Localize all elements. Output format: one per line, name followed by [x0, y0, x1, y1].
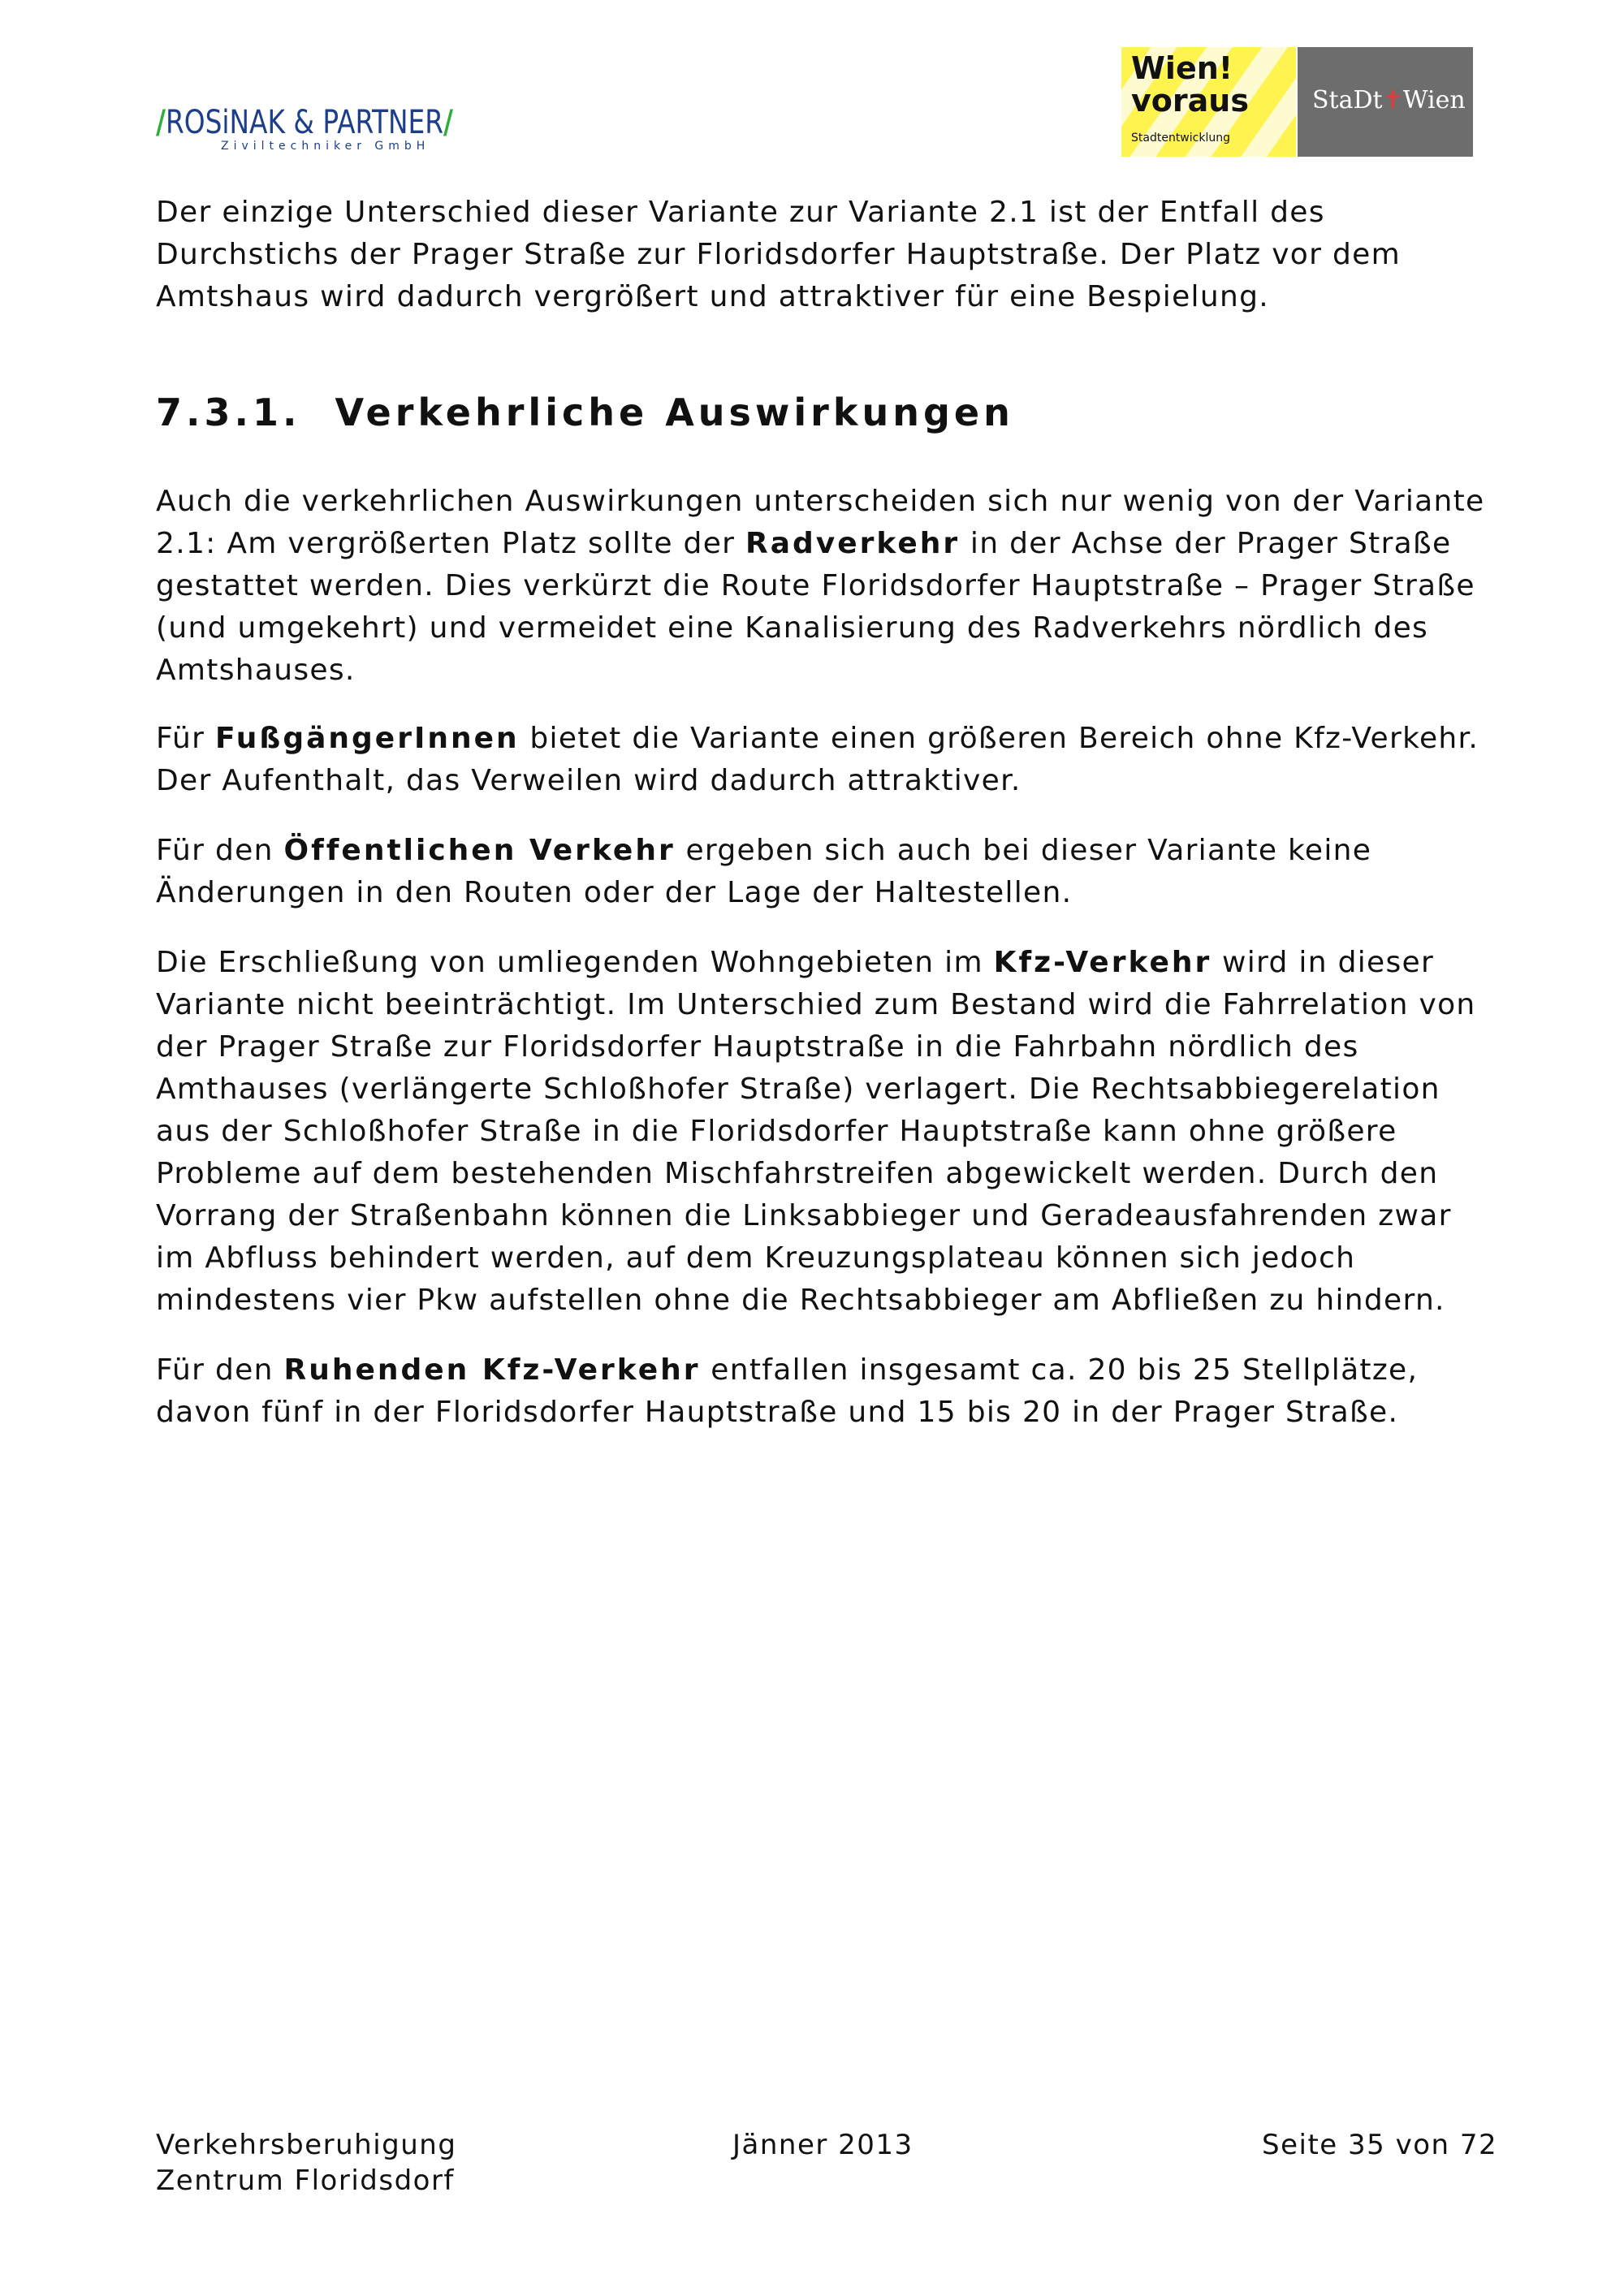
p4-text-a: Die Erschließung von umliegenden Wohngebieten im [156, 946, 994, 979]
paragraph-kfz-verkehr [156, 942, 1488, 1322]
paragraph-oeffentlicher-verkehr [156, 830, 1488, 914]
p2-text-a: Für [156, 722, 215, 755]
footer-date: Jänner 2013 [732, 2129, 914, 2161]
logo-wien-line1: Wien! [1131, 50, 1233, 86]
logo-left-subtitle: Ziviltechniker GmbH [221, 140, 430, 153]
p3-text-c: ergeben sich auch bei dieser Variante keine Änderungen in den Routen oder der Lage der Haltestellen. [156, 834, 1372, 909]
p4-bold: Kfz-Verkehr [993, 946, 1212, 979]
p1-text-a: Auch die verkehrlichen Auswirkungen unterscheiden sich nur wenig von der Variante 2.1: Am vergrößerten Platz sollte der [156, 485, 1485, 560]
p4-text-c: wird in dieser Variante nicht beeinträchtigt. Im Unterschied zum Bestand wird die Fahrrelation von der Prager Straße zur Floridsdorfer Hauptstraße in die Fahrbahn nördlich des Amthauses (verlängerte Schloßhofer Straße) verlagert. Die Rechtsabbiegerelation aus der Schloßhofer Straße in die Floridsdorfer Hauptstraße kann ohne größere Probleme auf dem bestehenden Mischfahrstreifen abgewickelt werden. Durch den Vorrang der Straßenbahn können die Linksabbieger und Geradeausfahrenden zwar im Abfluss behindert werden, auf dem Kreuzungsplateau können sich jedoch mindestens vier Pkw aufstellen ohne die Rechtsabbieger am Abfließen zu hindern. [156, 946, 1476, 1317]
p3-bold: Öffentlichen Verkehr [283, 834, 676, 867]
section-heading: 7.3.1. Verkehrliche Auswirkungen [156, 391, 1014, 434]
p1-bold: Radverkehr [745, 527, 961, 560]
cross-icon: ✝ [1382, 86, 1403, 114]
intro-paragraph [156, 192, 1488, 318]
logo-wien-line2: voraus [1131, 83, 1249, 119]
paragraph-ruhender-verkehr [156, 1349, 1488, 1434]
stadt-wien-logo [1298, 47, 1473, 157]
p5-text-a: Für den [156, 1353, 284, 1387]
p5-text-c: entfallen insgesamt ca. 20 bis 25 Stellplätze, davon fünf in der Floridsdorfer Hauptstraße und 15 bis 20 in der Prager Straße. [156, 1353, 1419, 1429]
logo-left-name: ROSiNAK & PARTNER [165, 104, 444, 141]
paragraph-radverkehr [156, 481, 1488, 692]
logo-stadt-a: StaDt [1312, 86, 1383, 114]
rosinak-partner-logo: /ROSiNAK & PARTNER/ Ziviltechniker GmbH [156, 104, 454, 153]
logo-stadt-b: Wien [1402, 86, 1466, 114]
p2-text-c: bietet die Variante einen größeren Bereich ohne Kfz-Verkehr. Der Aufenthalt, das Verweilen wird dadurch attraktiver. [156, 722, 1479, 797]
p1-text-c: in der Achse der Prager Straße gestattet werden. Dies verkürzt die Route Floridsdorfer Hauptstraße – Prager Straße (und umgekehrt) und vermeidet eine Kanalisierung des Radverkehrs nördlich des Amtshauses. [156, 527, 1475, 687]
footer-title-line2: Zentrum Floridsdorf [156, 2164, 455, 2197]
footer-left [156, 2127, 456, 2199]
p2-bold: FußgängerInnen [215, 722, 520, 755]
paragraph-fussgaenger [156, 718, 1488, 802]
p3-text-a: Für den [156, 834, 284, 867]
footer-title-line1: Verkehrsberuhigung [156, 2129, 457, 2161]
logo-wien-line3: Stadtentwicklung [1131, 132, 1230, 145]
p5-bold: Ruhenden Kfz-Verkehr [283, 1353, 701, 1387]
intro-text: Der einzige Unterschied dieser Variante zur Variante 2.1 ist der Entfall des Durchstichs der Prager Straße zur Floridsdorfer Hauptstraße. Der Platz vor dem Amtshaus wird dadurch vergrößert und attraktiver für eine Bespielung. [156, 196, 1401, 313]
wien-voraus-logo [1121, 47, 1296, 157]
footer-page-number: Seite 35 von 72 [1262, 2129, 1498, 2161]
